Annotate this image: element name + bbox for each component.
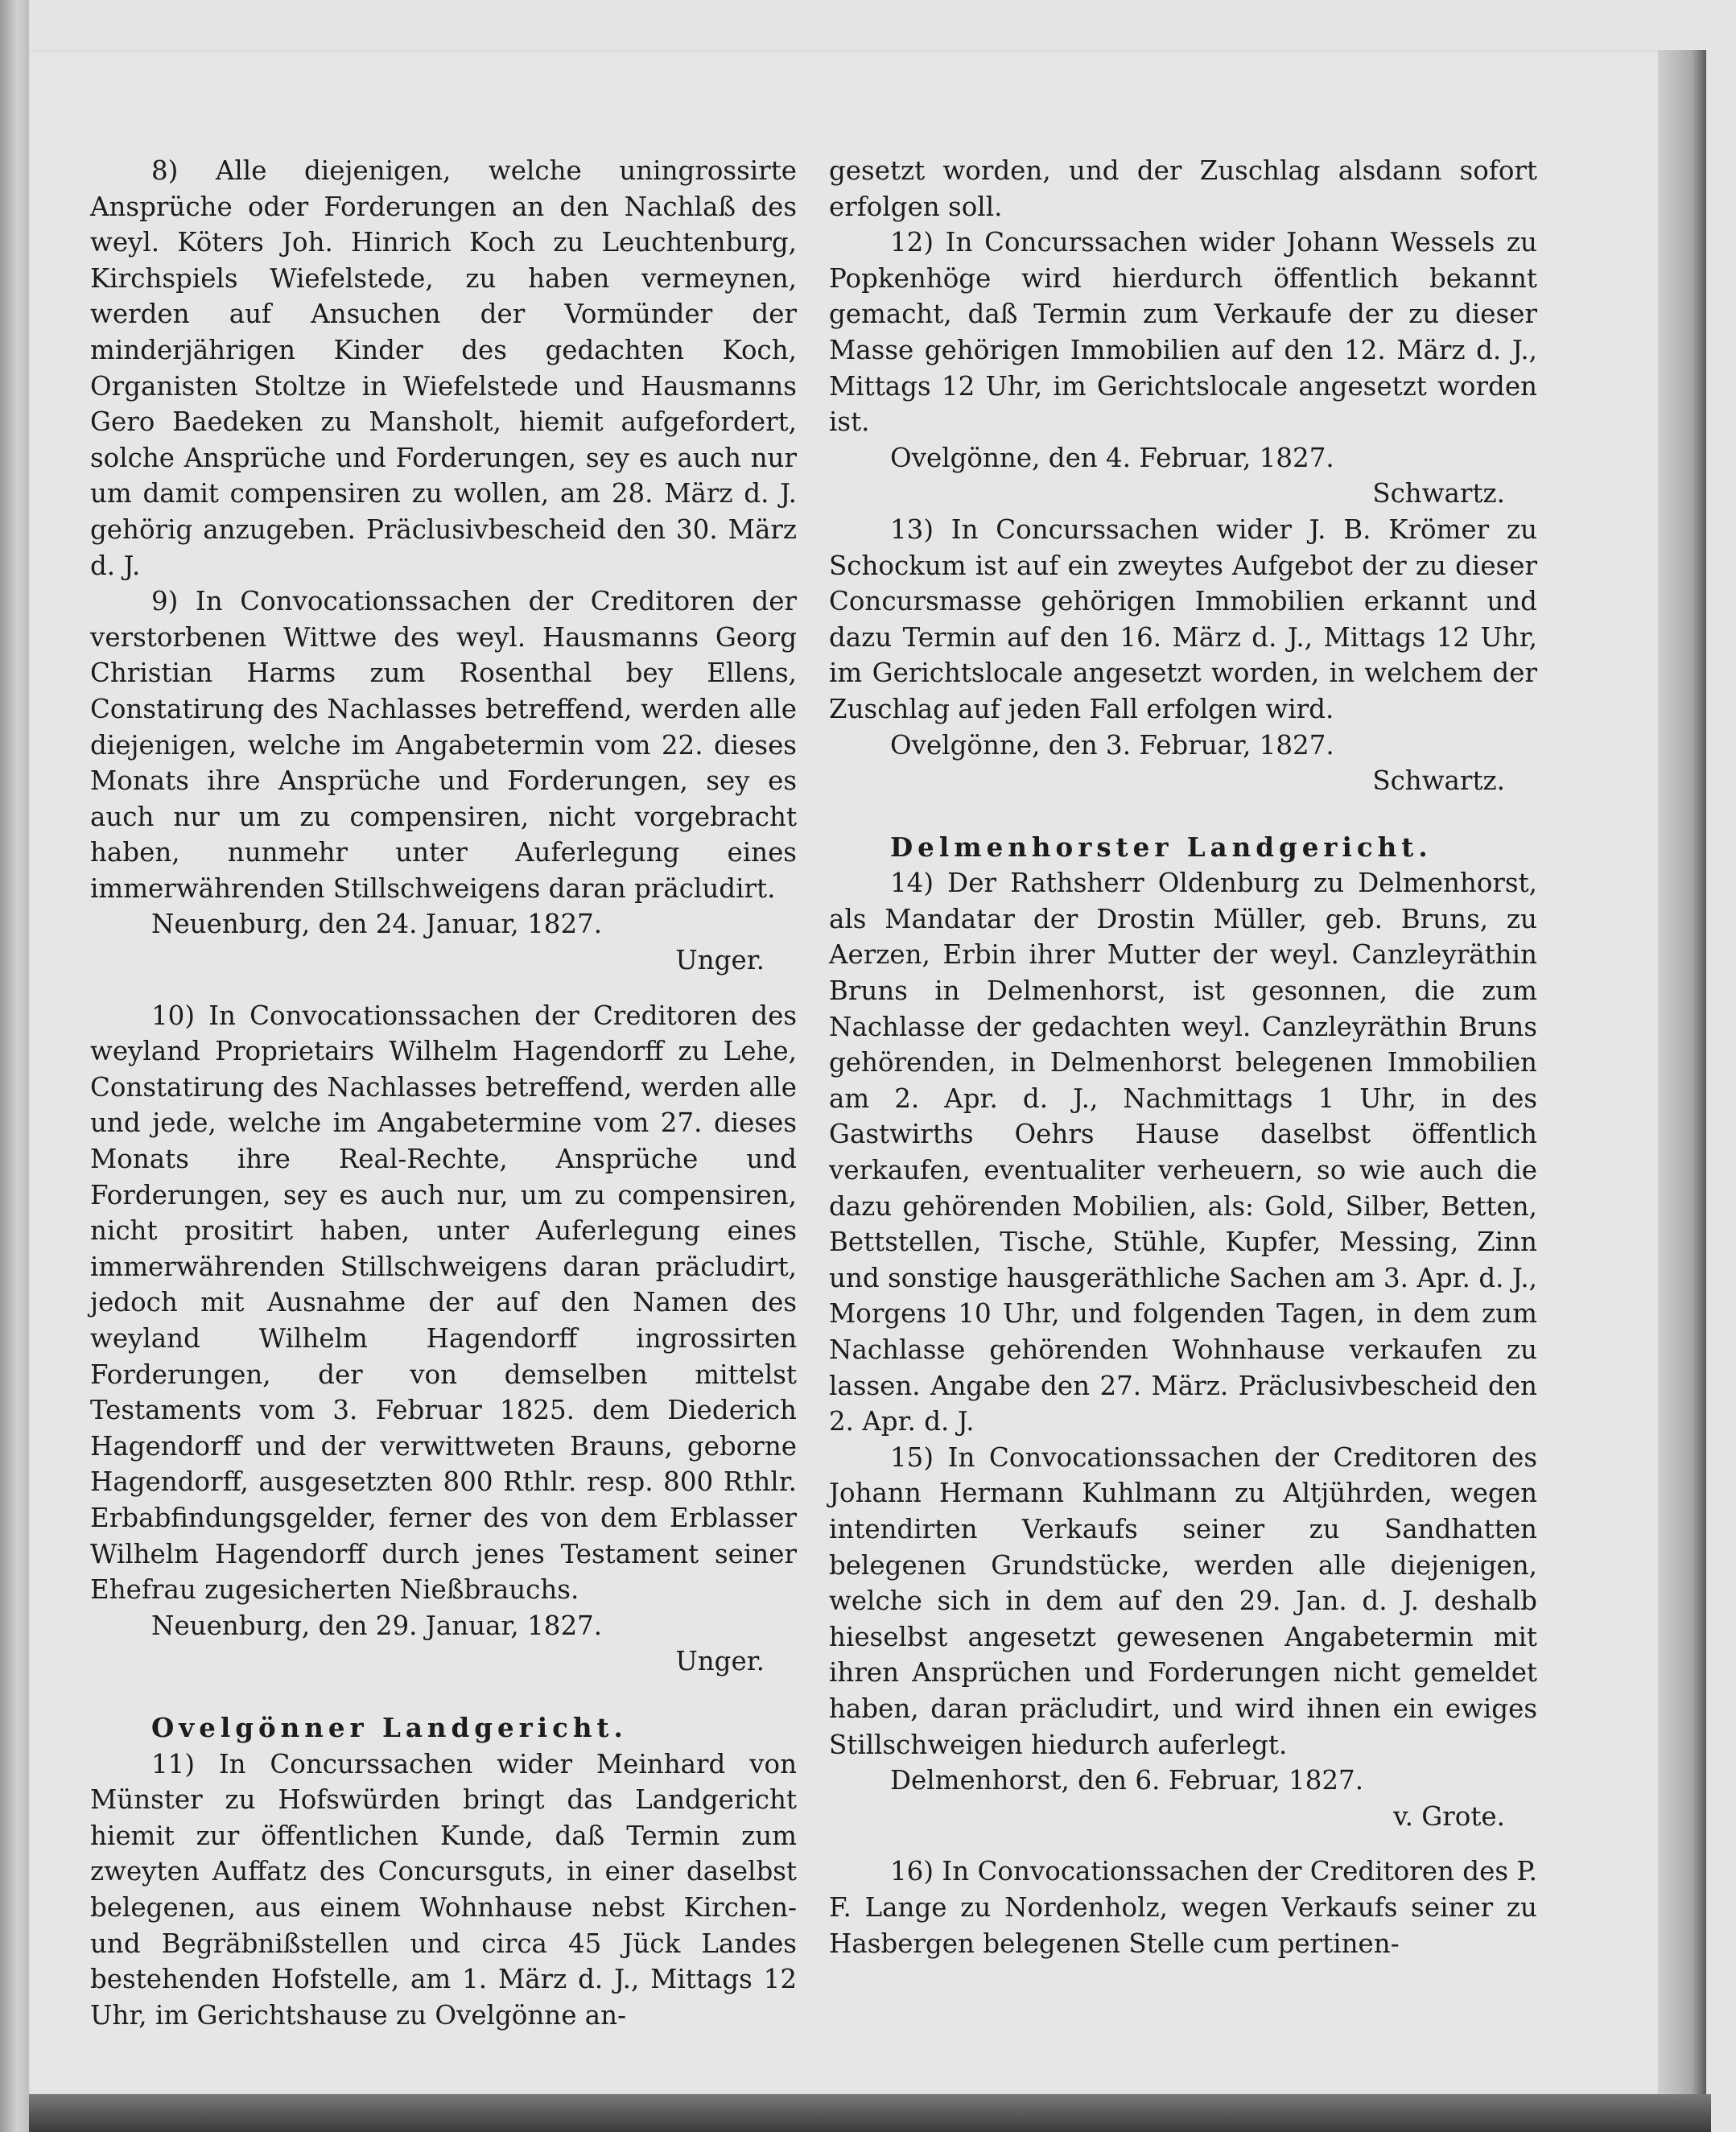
notice-8: 8) Alle diejenigen, welche uningrossirte Ansprüche oder Forderungen an den Nachlaß des weyl. Köters Joh. Hinrich Koch zu Leuchtenburg, Kirchspiels Wiefelstede, zu haben vermeynen, werden auf Ansuchen der Vormünder der minderjährigen Kinder des gedachten Koch, Organisten Stoltze in Wiefelstede und Hausmanns Gero Baedeken zu Mansholt, hiemit aufgefordert, solche Ansprüche und Forderungen, sey es auch nur um damit compensiren zu wollen, am 28. März d. J. gehörig anzugeben. Präclusivbescheid den 30. März d. J. xyxy=(90,155,797,581)
bottom-shadow xyxy=(29,2094,1711,2132)
right-column xyxy=(829,153,1537,1961)
signature-15: v. Grote. xyxy=(1393,1800,1505,1832)
notice-10: 10) In Convocationssachen der Creditoren des weyland Proprietairs Wilhelm Hagendorff zu Lehe, Constatirung des Nachlasses betreffend, werden alle und jede, welche im Angabetermine vom 27. dieses Monats ihre Real-Rechte, Ansprüche und Forderungen, sey es auch nur, um zu compensiren, nicht prositirt haben, unter Auferlegung eines immerwährenden Stillschweigens daran präcludirt, jedoch mit Ausnahme der auf den Namen des weyland Wilhelm Hagendorff ingrossirten Forderungen, der von demselben mittelst Testaments vom 3. Februar 1825. dem Diederich Hagendorff und der verwittweten Brauns, geborne Hagendorff, ausgesetzten 800 Rthlr. resp. 800 Rthlr. Erbabfindungsgelder, ferner des von dem Erblasser Wilhelm Hagendorff durch jenes Testament seiner Ehefrau zugesicherten Nießbrauchs. xyxy=(90,1000,797,1606)
notice-16: 16) In Convocationssachen der Creditoren des P. F. Lange zu Nordenholz, wegen Verkaufs seiner zu Hasbergen belegenen Stelle cum pertinen- xyxy=(829,1856,1537,1959)
signature-10: Unger. xyxy=(675,1646,765,1677)
notice-11: 11) In Concurssachen wider Meinhard von Münster zu Hofswürden bringt das Landgericht hiemit zur öffentlichen Kunde, daß Termin zum zweyten Auffatz des Concursguts, in einer daselbst belegenen, aus einem Wohnhause nebst Kirchen- und Begräbnißstellen und circa 45 Jück Landes bestehenden Hofstelle, am 1. März d. J., Mittags 12 Uhr, im Gerichtshause zu Ovelgönne an- xyxy=(90,1748,797,2031)
section-heading-ovelgonne: Ovelgönner Landgericht. xyxy=(151,1711,628,1743)
place-date-15: Delmenhorst, den 6. Februar, 1827. xyxy=(890,1765,1364,1796)
signature-9: Unger. xyxy=(675,945,765,976)
notice-13: 13) In Concurssachen wider J. B. Krömer zu Schockum ist auf ein zweytes Aufgebot der zu dieser Concursmasse gehörigen Immobilien erkannt und dazu Termin auf den 16. März d. J., Mittags 12 Uhr, im Gerichtslocale angesetzt worden, in welchem der Zuschlag auf jeden Fall erfolgen wird. xyxy=(829,513,1537,724)
place-date-10: Neuenburg, den 29. Januar, 1827. xyxy=(151,1610,603,1641)
page-stack-edge xyxy=(1658,50,1706,2110)
signature-12: Schwartz. xyxy=(1372,478,1505,509)
signature-13: Schwartz. xyxy=(1372,765,1505,797)
notice-15: 15) In Convocationssachen der Creditoren des Johann Hermann Kuhlmann zu Altjührden, wegen intendirten Verkaufs seiner zu Sandhatten belegenen Grundstücke, werden alle diejenigen, welche sich in dem auf den 29. Jan. d. J. deshalb hieselbst angesetzt gewesenen Angabetermin mit ihren Ansprüchen und Forderungen nicht gemeldet haben, daran präcludirt, und wird ihnen ein ewiges Stillschweigen hiedurch auferlegt. xyxy=(829,1441,1537,1760)
place-date-12: Ovelgönne, den 4. Februar, 1827. xyxy=(890,442,1334,473)
place-date-13: Ovelgönne, den 3. Februar, 1827. xyxy=(890,729,1334,761)
notice-9: 9) In Convocationssachen der Creditoren der verstorbenen Wittwe des weyl. Hausmanns Georg Christian Harms zum Rosenthal bey Ellens, Constatirung des Nachlasses betreffend, werden alle diejenigen, welche im Angabetermin vom 22. dieses Monats ihre Ansprüche und Forderungen, sey es auch nur um zu compensiren, nicht vorgebracht haben, nunmehr unter Auferlegung eines immerwährenden Stillschweigens daran präcludirt. xyxy=(90,586,797,904)
left-column xyxy=(90,153,797,2033)
notice-12: 12) In Concurssachen wider Johann Wessels zu Popkenhöge wird hierdurch öffentlich bekannt gemacht, daß Termin zum Verkaufe der zu dieser Masse gehörigen Immobilien auf den 12. März d. J., Mittags 12 Uhr, im Gerichtslocale angesetzt worden ist. xyxy=(829,227,1537,438)
section-heading-delmenhorst: Delmenhorster Landgericht. xyxy=(890,831,1433,863)
notice-14: 14) Der Rathsherr Oldenburg zu Delmenhorst, als Mandatar der Drostin Müller, geb. Bruns, zu Aerzen, Erbin ihrer Mutter der weyl. Canzleyräthin Bruns in Delmenhorst, ist gesonnen, die zum Nachlasse der gedachten weyl. Canzleyräthin Bruns gehörenden, in Delmenhorst belegenen Immobilien am 2. Apr. d. J., Nachmittags 1 Uhr, in des Gastwirths Oehrs Hause daselbst öffentlich verkaufen, eventualiter verheuern, so wie auch die dazu gehörenden Mobilien, als: Gold, Silber, Betten, Bettstellen, Tische, Stühle, Kupfer, Messing, Zinn und sonstige hausgeräthliche Sachen am 3. Apr. d. J., Morgens 10 Uhr, und folgenden Tagen, in dem zum Nachlasse gehörenden Wohnhause verkaufen zu lassen. Angabe den 27. März. Präclusivbescheid den 2. Apr. d. J. xyxy=(829,868,1537,1437)
place-date-9: Neuenburg, den 24. Januar, 1827. xyxy=(151,909,603,940)
notice-11-continued: gesetzt worden, und der Zuschlag alsdann sofort erfolgen soll. xyxy=(829,155,1537,222)
binding-edge xyxy=(0,0,29,2132)
